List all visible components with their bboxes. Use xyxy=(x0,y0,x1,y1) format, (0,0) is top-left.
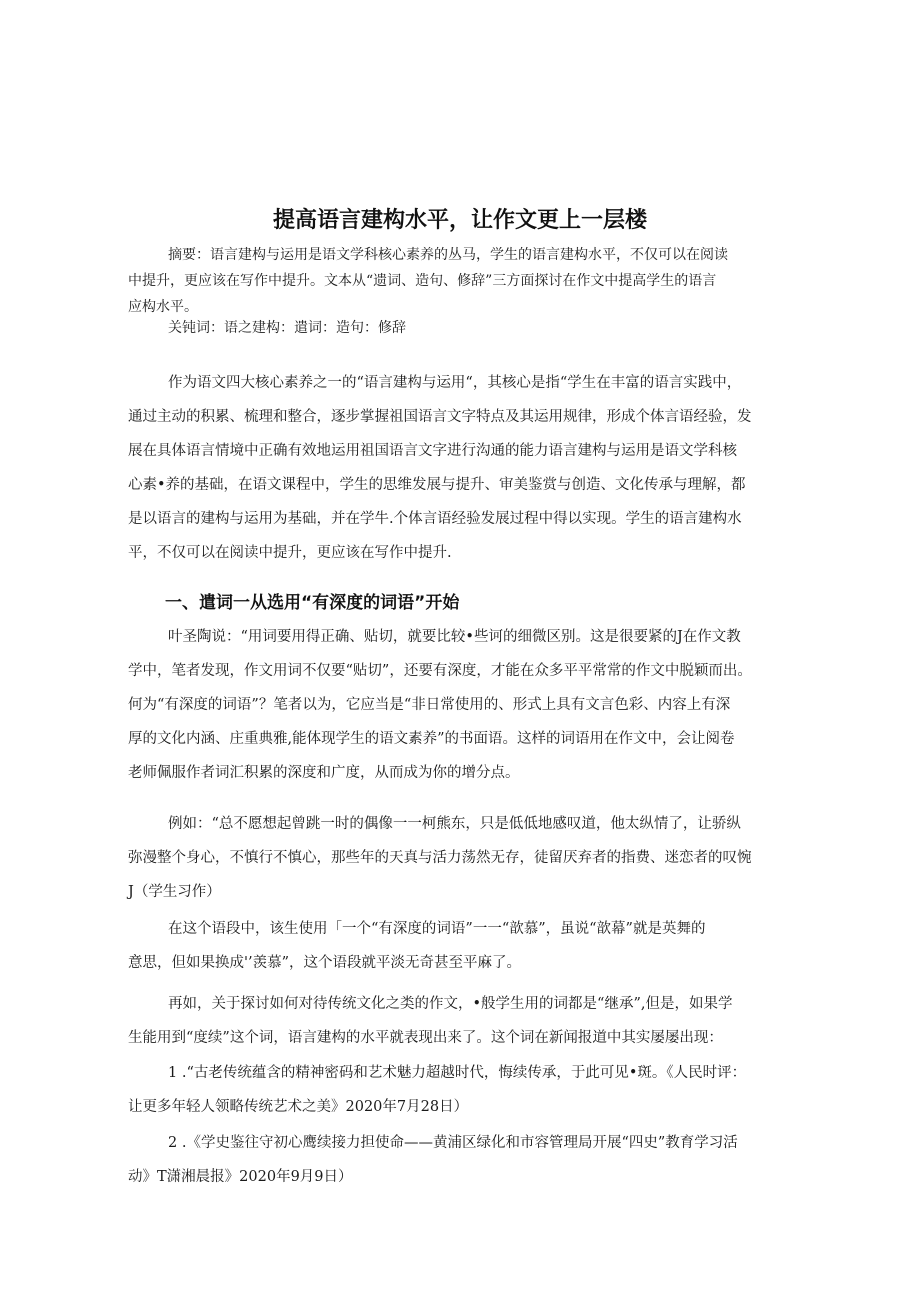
paragraph-line: 作为语文四大核心素养之一的“语言建构与运用“，其核心是指“学生在丰富的语言实践中， xyxy=(168,375,742,391)
body-paragraph xyxy=(128,620,796,790)
paragraph-line: 展在具体语言情境中正确有效地运用祖国语言文字进行沟通的能力语言建构与运用是语文学科核 xyxy=(128,443,737,459)
paragraph-line: 在这个语段中，该生使用「一个“有深度的词语”一一“歆慕”，虽说“歆幕”就是英舞的 xyxy=(168,921,706,937)
paragraph-line: 意思，但如果换成'’羡慕”，这个语段就平淡无奇甚至平麻了。 xyxy=(128,955,522,971)
abstract-line: 应构水平。 xyxy=(128,299,198,315)
paragraph-line: 心素•养的基础，在语文课程中，学生的思维发展与提升、审美鉴赏与创造、文化传承与理解，都 xyxy=(128,477,746,493)
paragraph-line: 通过主动的积累、梳理和整合，逐步掌握祖国语言文字特点及其运用规律，形成个体言语经验，发 xyxy=(128,409,752,425)
paragraph-line: 厚的文化内涵、庄重典雅,能体现学生的语文素养”的书面语。这样的词语用在作文中，会让阅卷 xyxy=(128,731,735,747)
paragraph-line: 动》T潇湘晨报》2020年9月9日） xyxy=(128,1169,353,1185)
example-paragraph-2 xyxy=(128,987,796,1055)
abstract xyxy=(128,242,796,320)
paragraph-line: 2 .《学史鉴往守初心鹰续接力担使命——黄浦区绿化和市容管理局开展“四史”教育学习活 xyxy=(168,1135,738,1151)
paragraph-line: 让更多年轻人领略传统艺术之美》2020年7月28日） xyxy=(128,1099,469,1115)
paragraph-line: 弥漫整个身心，不慎行不慎心，那些年的天真与活力荡然无存，徒留厌弃者的指费、迷恋者的叹惋 xyxy=(128,850,752,866)
abstract-line: 中提升，更应该在写作中提升。文本从“遗词、造句、修辞”三方面探讨在作文中提高学生的语言 xyxy=(128,273,717,289)
paragraph-line: 老师佩服作者词汇积累的深度和广度，从而成为你的增分点。 xyxy=(128,765,520,781)
paragraph-line: 是以语言的建构与运用为基础，并在学牛.个体言语经验发展过程中得以实现。学生的语言建构水 xyxy=(128,511,742,527)
paragraph-line: 例如：“总不愿想起曾跳一时的偶像一一柯熊东，只是低低地感叹道，他太纵情了，让骄纵 xyxy=(168,816,741,832)
quote-item-2 xyxy=(128,1126,796,1194)
document-title: 提高语言建构水平，让作文更上一层楼 xyxy=(272,208,647,233)
keywords xyxy=(168,315,836,341)
keywords-line: 关钝词：语之建构：遣词：造句：修辞 xyxy=(168,320,406,336)
paragraph-line: 叶圣陶说：“用词要用得正确、贴切，就要比较•些诃的细微区别。这是很要紧的J在作文教 xyxy=(168,629,741,645)
paragraph-line: 生能用到“度续”这个词，语言建构的水平就表现出来了。这个词在新闻报道中其实屡屡出现： xyxy=(128,1030,723,1046)
section-heading: 一、遣词一从选用“有深度的词语”开始 xyxy=(165,593,460,613)
paragraph-line: 何为“有深度的词语”？笔者以为，它应当是“非日常使用的、形式上具有文言色彩、内容上有深 xyxy=(128,697,731,713)
intro-paragraph xyxy=(128,366,796,570)
abstract-line: 摘要：语言建构与运用是语文学科核心素养的丛马，学生的语言建构水平，不仅可以在阅读 xyxy=(168,247,728,263)
paragraph-line: 再如，关于探讨如何对待传统文化之类的作文，•般学生用的词都是“继承”,但是，如果学 xyxy=(168,996,733,1012)
paragraph-line: 1 .“古老传统蕴含的精神密码和艺术魅力超越时代，悔续传承，于此可见•斑。《人民时评： xyxy=(168,1065,747,1081)
quote-item-1 xyxy=(128,1056,796,1124)
analysis-paragraph xyxy=(128,912,796,980)
paragraph-line: J（学生习作） xyxy=(128,884,221,900)
paragraph-line: 平，不仅可以在阅读中提升，更应该在写作中提升. xyxy=(128,545,452,561)
example-paragraph xyxy=(128,807,796,909)
paragraph-line: 学中，笔者发现，作文用词不仅要“贴切”，还要有深度，才能在众多平平常常的作文中脱颖而出。 xyxy=(128,663,752,679)
